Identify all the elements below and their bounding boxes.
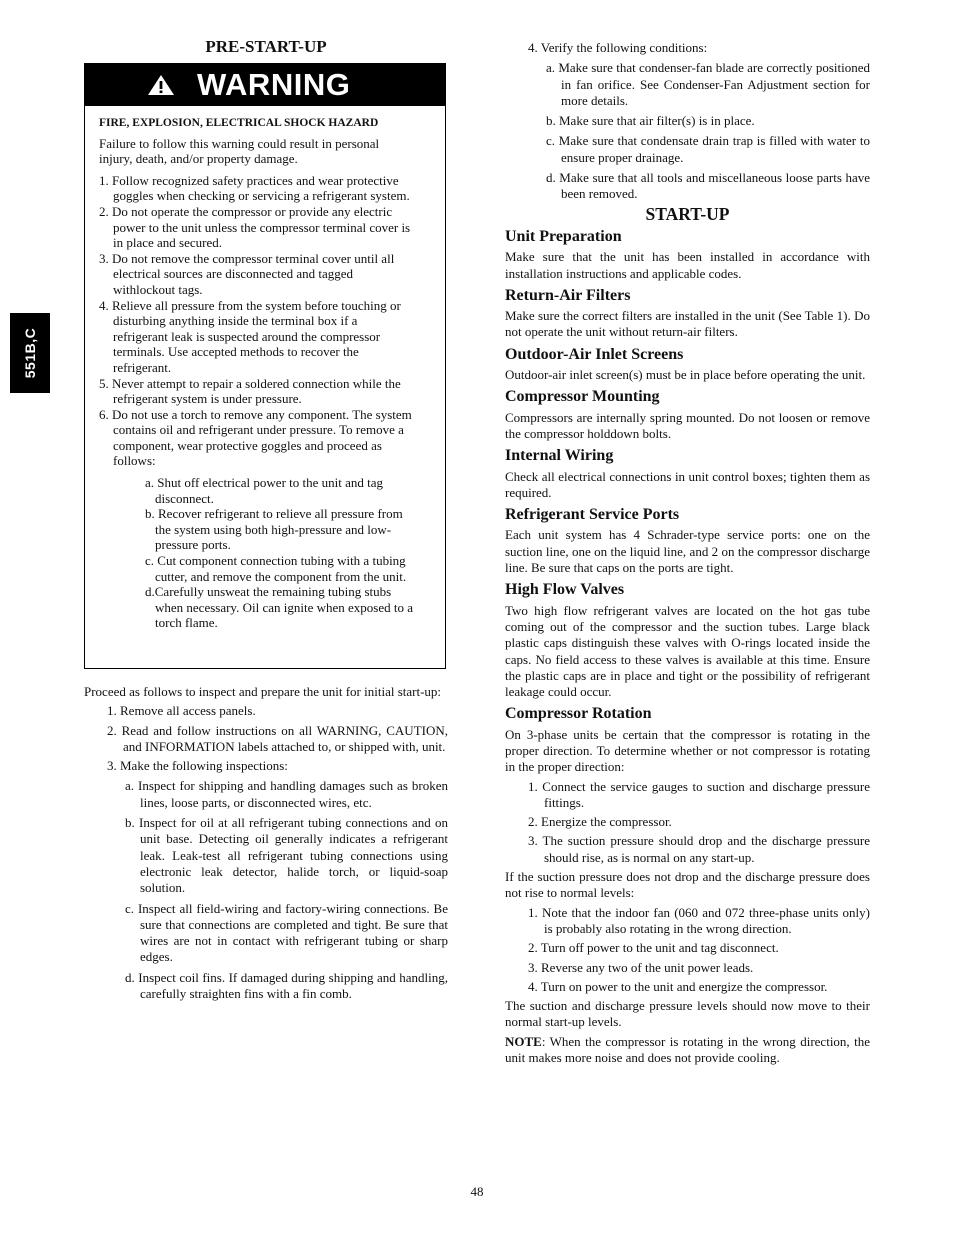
fix-step: 4. Turn on power to the unit and energize the compressor. xyxy=(528,978,828,994)
warning-content xyxy=(99,116,415,631)
inspection-item: a. Inspect for shipping and handling damages such as broken lines, loose parts, or disconnected wires, etc. xyxy=(125,778,448,810)
right-body xyxy=(505,37,870,1066)
condition-item: d. Make sure that all tools and miscellaneous loose parts have been removed. xyxy=(546,170,870,202)
section-heading: Compressor Rotation xyxy=(505,705,652,723)
section-paragraph: On 3-phase units be certain that the compressor is rotating in the proper direction. To determine whether or not compressor is rotating in the proper direction: xyxy=(505,726,870,775)
section-paragraph: Compressors are internally spring mounted. Do not loosen or remove the compressor holddown bolts. xyxy=(505,409,870,441)
verify-step: 4. Verify the following conditions: xyxy=(528,40,708,55)
proceed-paragraph: Proceed as follows to inspect and prepare the unit for initial start-up: xyxy=(84,684,442,699)
warning-box xyxy=(84,63,446,669)
warning-banner xyxy=(85,64,445,106)
section-heading: Compressor Mounting xyxy=(505,388,660,406)
warning-item: 2. Do not operate the compressor or provide any electric power to the unit unless the compressor terminal cover is in place and secured. xyxy=(99,203,411,251)
warning-item: 3. Do not remove the compressor terminal cover until all electrical sources are disconnected and tagged withlockout tags. xyxy=(99,250,395,297)
section-heading: High Flow Valves xyxy=(505,581,625,599)
start-up-heading: START-UP xyxy=(645,203,730,224)
side-tab xyxy=(10,313,50,393)
pre-start-up-heading: PRE-START-UP xyxy=(205,37,327,56)
warning-item: 1. Follow recognized safety practices and wear protective goggles when checking or servicing a refrigerant system. xyxy=(99,172,410,204)
section-paragraph: Two high flow refrigerant valves are located on the hot gas tube coming out of the compressor and the suction tubes. Large black plastic caps distinguish these valves with O-rings located inside the caps. No field access to these valves is available at this time. Ensure the plastic caps are in place and tight or the possibility of refrigerant leakage could occur. xyxy=(505,602,870,700)
warning-subitem: a. Shut off electrical power to the unit and tag disconnect. xyxy=(145,475,384,506)
section-paragraph: Check all electrical connections in unit control boxes; tighten them as required. xyxy=(505,468,870,500)
hazard-label: FIRE, EXPLOSION, ELECTRICAL SHOCK HAZARD xyxy=(99,117,379,129)
section-paragraph: Outdoor-air inlet screen(s) must be in place before operating the unit. xyxy=(505,367,866,383)
warning-item: 6. Do not use a torch to remove any component. The system contains oil and refrigerant under pressure. To remove a component, wear protective goggles and proceed as follows: xyxy=(99,406,412,469)
warning-item: 5. Never attempt to repair a soldered connection while the refrigerant system is under pressure. xyxy=(99,375,401,407)
section-heading: Outdoor-Air Inlet Screens xyxy=(505,345,684,363)
section-paragraph: Make sure that the unit has been installed in accordance with installation instructions and applicable codes. xyxy=(505,249,870,281)
side-tab-label: 551B,C xyxy=(22,327,38,379)
warning-subitem: c. Cut component connection tubing with a tubing cutter, and remove the component from the unit. xyxy=(145,553,407,584)
condition-item: b. Make sure that air filter(s) is in place. xyxy=(546,113,755,129)
condition-item: c. Make sure that condensate drain trap is filled with water to ensure proper drainage. xyxy=(546,133,870,165)
fix-step: 1. Note that the indoor fan (060 and 072 three-phase units only) is probably also rotating in the wrong direction. xyxy=(528,904,870,936)
section-heading: Unit Preparation xyxy=(505,227,622,245)
inspection-item: d. Inspect coil fins. If damaged during shipping and handling, carefully straighten fins with a fin comb. xyxy=(125,969,448,1002)
note-label: NOTE xyxy=(505,1033,542,1049)
warning-subitem: d.Carefully unsweat the remaining tubing stubs when necessary. Oil can ignite when exposed to a torch flame. xyxy=(145,584,413,631)
left-body xyxy=(84,684,448,1002)
warning-intro: Failure to follow this warning could result in personal injury, death, and/or property damage. xyxy=(99,135,380,167)
note-paragraph xyxy=(505,1034,870,1067)
section-paragraph: Each unit system has 4 Schrader-type service ports: one on the suction line, one on the liquid line, and 2 on the compressor discharge line. Be sure that caps on the ports are tight. xyxy=(505,527,870,576)
step-item: 1. Remove all access panels. xyxy=(107,703,256,719)
warning-triangle-icon xyxy=(147,74,175,96)
rotation-step: 3. The suction pressure should drop and the discharge pressure should rise, as is normal on any start-up. xyxy=(528,833,870,865)
rotation-step: 1. Connect the service gauges to suction and discharge pressure fittings. xyxy=(528,778,870,810)
fix-step: 2. Turn off power to the unit and tag disconnect. xyxy=(528,940,779,956)
inspection-item: c. Inspect all field-wiring and factory-wiring connections. Be sure that connections are completed and tight. Be sure that wires are not in contact with refrigerant tubing or sharp edges. xyxy=(125,900,448,965)
if-not-paragraph: If the suction pressure does not drop and the discharge pressure does not rise to normal levels: xyxy=(505,869,870,901)
warning-title: WARNING xyxy=(197,67,351,102)
rotation-step: 2. Energize the compressor. xyxy=(528,814,672,830)
closing-paragraph: The suction and discharge pressure levels should now move to their normal start-up levels. xyxy=(505,998,870,1030)
condition-item: a. Make sure that condenser-fan blade are correctly positioned in fan orifice. See Condenser-Fan Adjustment section for more details. xyxy=(546,60,870,108)
note-text: : When the compressor is rotating in the wrong direction, the unit makes more noise and does not provide cooling. xyxy=(505,1033,870,1066)
warning-subitem: b. Recover refrigerant to relieve all pressure from the system using both high-pressure and low-pressure ports. xyxy=(145,506,403,553)
step-item: 3. Make the following inspections: xyxy=(107,758,288,774)
page-number: 48 xyxy=(470,1184,484,1199)
section-heading: Refrigerant Service Ports xyxy=(505,506,680,524)
fix-step: 3. Reverse any two of the unit power leads. xyxy=(528,959,754,975)
section-heading: Return-Air Filters xyxy=(505,286,631,304)
warning-item: 4. Relieve all pressure from the system before touching or disturbing anything inside the terminal box if a refrigerant leak is suspected around the compressor terminals. Use accepted methods to recover the refrigerant. xyxy=(99,297,401,375)
step-item: 2. Read and follow instructions on all WARNING, CAUTION, and INFORMATION labels attached to, or shipped with, unit. xyxy=(107,722,448,754)
inspection-item: b. Inspect for oil at all refrigerant tubing connections and on unit base. Detecting oil generally indicates a refrigerant leak. Leak-test all refrigerant tubing connections using electronic leak detector, halide torch, or liquid-soap solution. xyxy=(125,815,448,896)
section-paragraph: Make sure the correct filters are installed in the unit (See Table 1). Do not operate the unit without return-air filters. xyxy=(505,308,870,340)
section-heading: Internal Wiring xyxy=(505,447,614,465)
